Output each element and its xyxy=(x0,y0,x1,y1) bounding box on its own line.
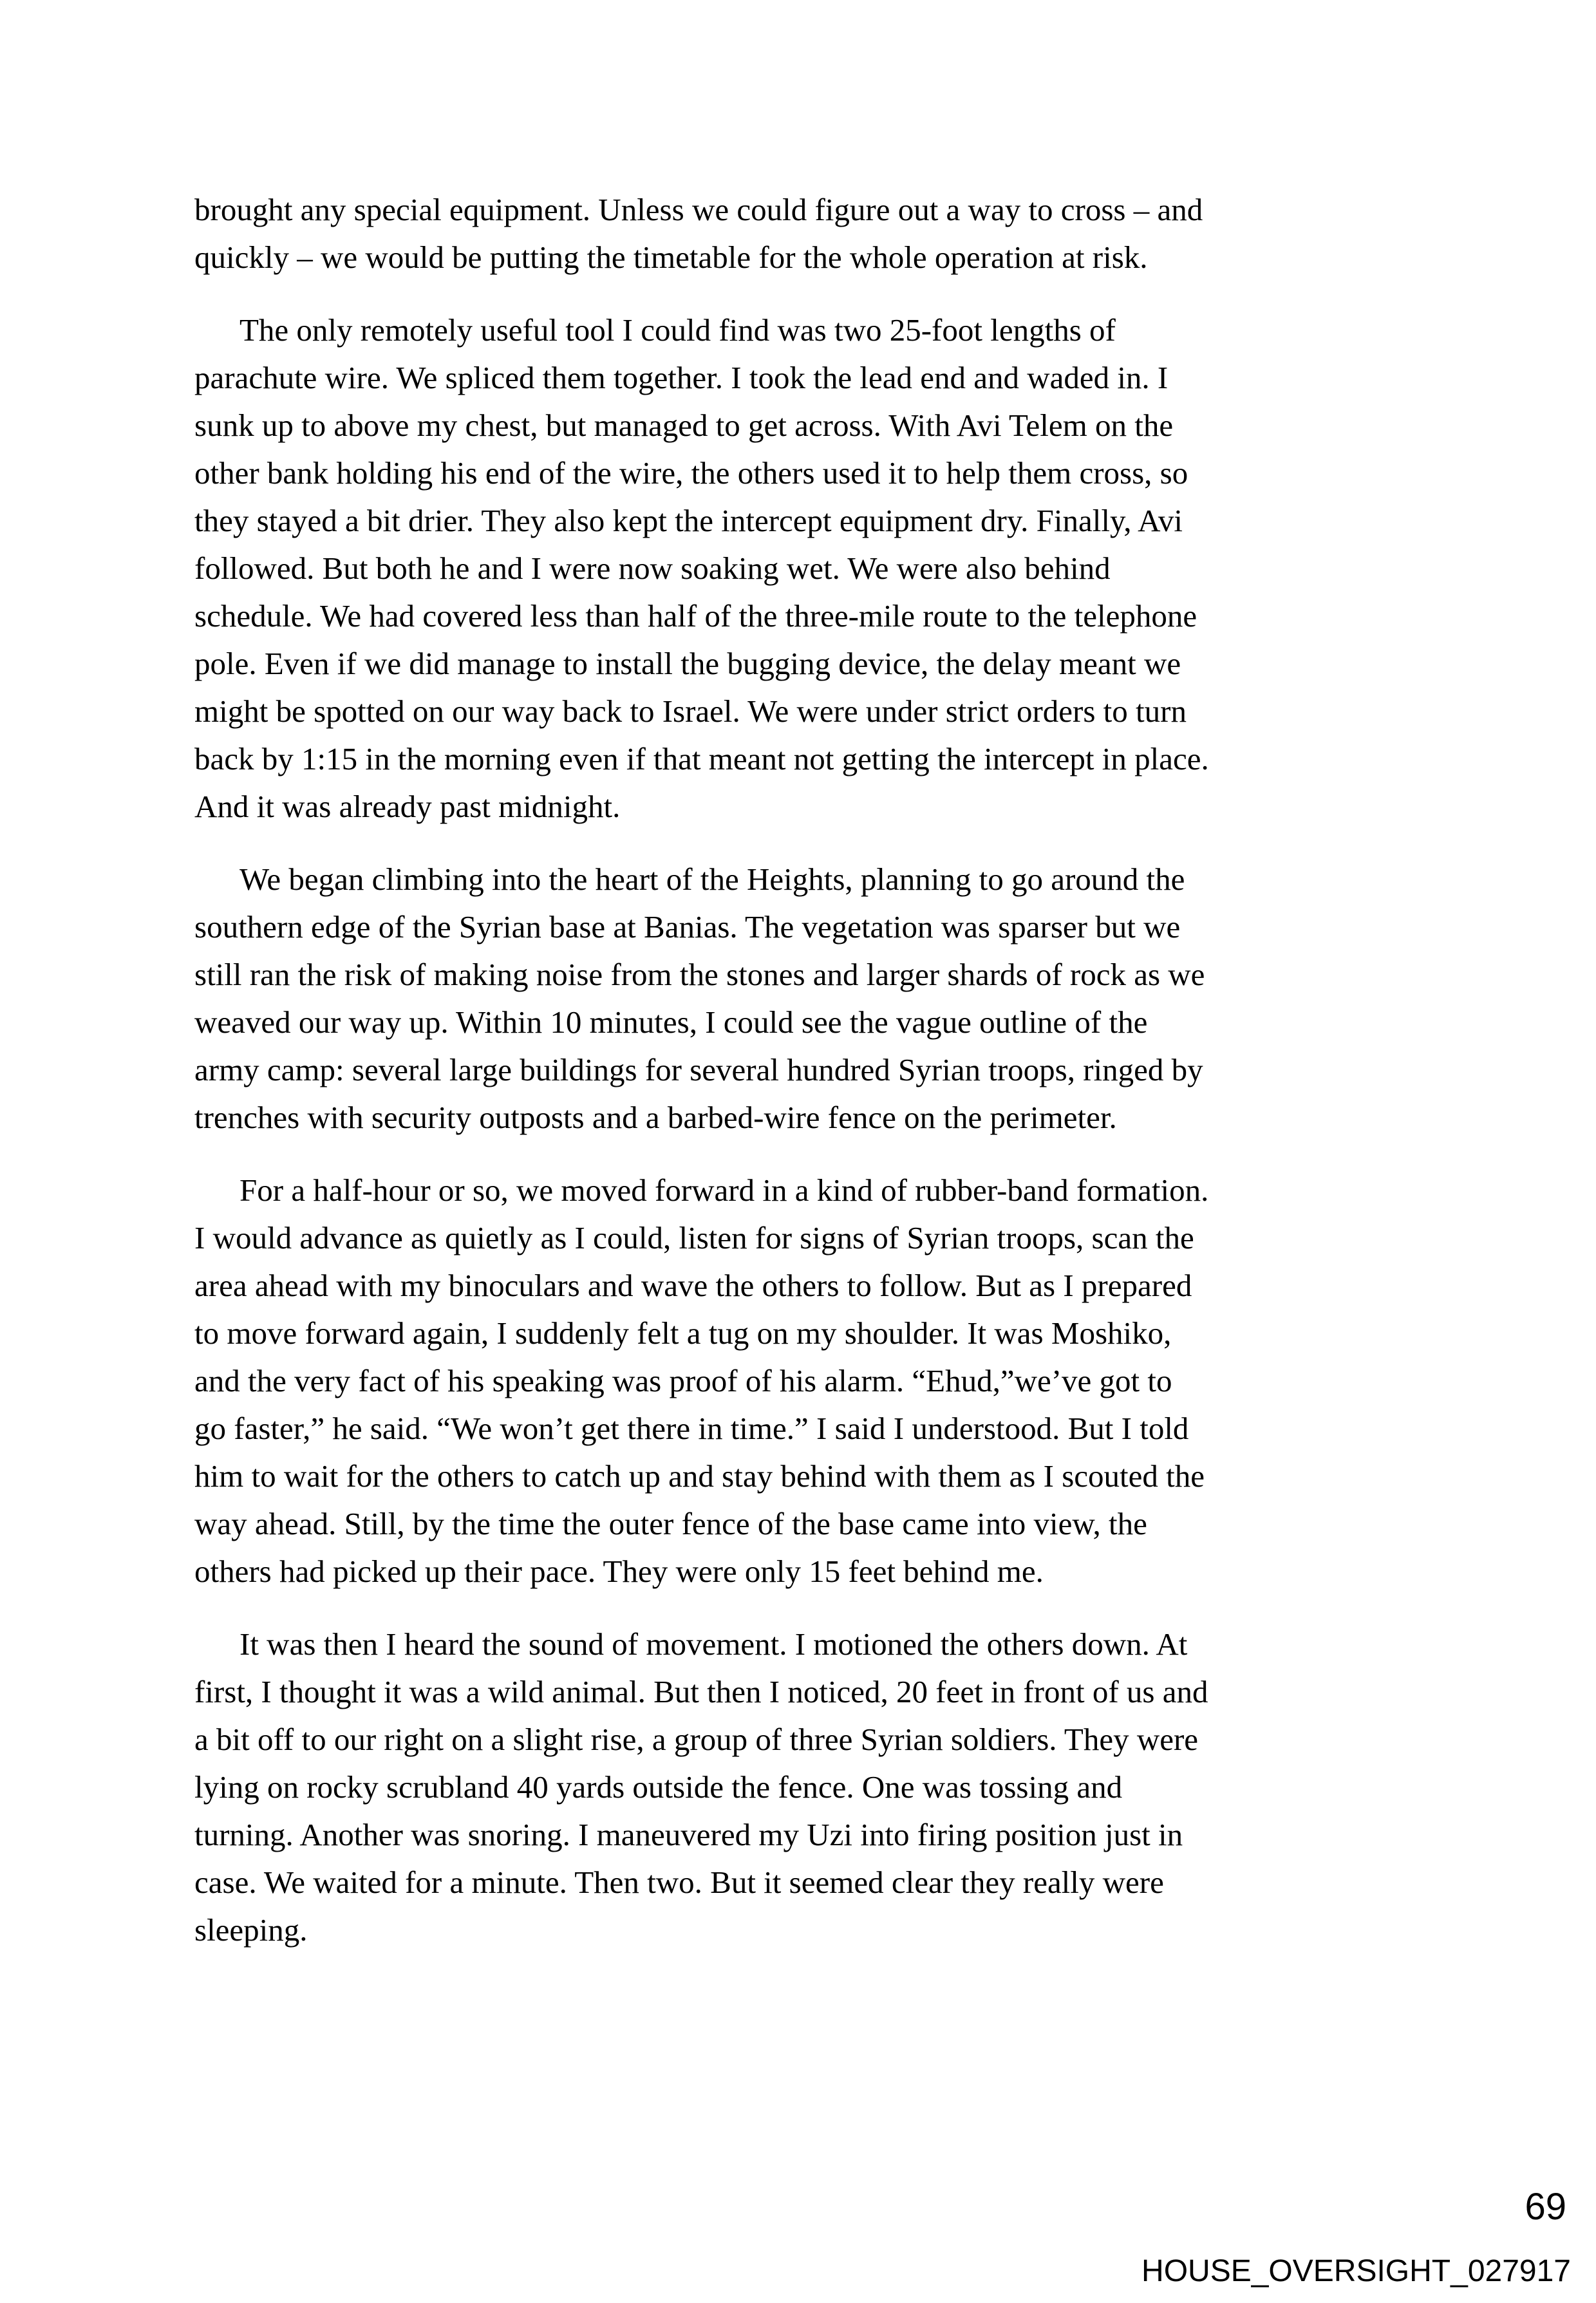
text-line: quickly – we would be putting the timetable for the whole operation at risk. xyxy=(194,240,1148,275)
bates-number: HOUSE_OVERSIGHT_027917 xyxy=(1141,2254,1571,2288)
text-line: It was then I heard the sound of movement. I motioned the others down. At xyxy=(239,1626,1188,1662)
text-line: lying on rocky scrubland 40 yards outside the fence. One was tossing and xyxy=(194,1769,1123,1805)
text-line: area ahead with my binoculars and wave the others to follow. But as I prepared xyxy=(194,1268,1192,1303)
paragraph xyxy=(194,1621,1408,1954)
text-line: schedule. We had covered less than half of the three-mile route to the telephone xyxy=(194,598,1197,634)
text-line: others had picked up their pace. They were only 15 feet behind me. xyxy=(194,1554,1044,1589)
text-line: other bank holding his end of the wire, the others used it to help them cross, so xyxy=(194,455,1188,491)
text-line: parachute wire. We spliced them together. I took the lead end and waded in. I xyxy=(194,360,1169,395)
text-line: a bit off to our right on a slight rise, a group of three Syrian soldiers. They were xyxy=(194,1722,1199,1757)
text-line: army camp: several large buildings for several hundred Syrian troops, ringed by xyxy=(194,1052,1203,1087)
text-line: case. We waited for a minute. Then two. But it seemed clear they really were xyxy=(194,1865,1164,1900)
body-text xyxy=(194,186,1408,1954)
text-line: For a half-hour or so, we moved forward in a kind of rubber-band formation. xyxy=(239,1172,1209,1208)
paragraph xyxy=(194,186,1408,281)
text-line: go faster,” he said. “We won’t get there in time.” I said I understood. But I told xyxy=(194,1411,1189,1446)
text-line: they stayed a bit drier. They also kept the intercept equipment dry. Finally, Avi xyxy=(194,503,1183,538)
text-line: back by 1:15 in the morning even if that meant not getting the intercept in place. xyxy=(194,741,1209,776)
text-line: pole. Even if we did manage to install the bugging device, the delay meant we xyxy=(194,646,1181,681)
text-line: might be spotted on our way back to Israel. We were under strict orders to turn xyxy=(194,693,1187,729)
text-line: And it was already past midnight. xyxy=(194,789,621,824)
text-line: sleeping. xyxy=(194,1912,308,1948)
text-line: The only remotely useful tool I could find was two 25-foot lengths of xyxy=(239,312,1116,348)
text-line: sunk up to above my chest, but managed to get across. With Avi Telem on the xyxy=(194,408,1174,443)
text-line: to move forward again, I suddenly felt a tug on my shoulder. It was Moshiko, xyxy=(194,1315,1172,1351)
page-number: 69 xyxy=(1525,2186,1566,2228)
text-line: turning. Another was snoring. I maneuvered my Uzi into firing position just in xyxy=(194,1817,1183,1852)
paragraph xyxy=(194,856,1408,1142)
text-line: first, I thought it was a wild animal. But then I noticed, 20 feet in front of us and xyxy=(194,1674,1208,1709)
text-line: weaved our way up. Within 10 minutes, I could see the vague outline of the xyxy=(194,1004,1148,1040)
paragraph xyxy=(194,306,1408,831)
text-line: way ahead. Still, by the time the outer fence of the base came into view, the xyxy=(194,1506,1147,1541)
text-line: still ran the risk of making noise from the stones and larger shards of rock as we xyxy=(194,957,1205,992)
paragraph xyxy=(194,1167,1408,1595)
text-line: trenches with security outposts and a barbed-wire fence on the perimeter. xyxy=(194,1100,1117,1135)
text-line: We began climbing into the heart of the Heights, planning to go around the xyxy=(239,861,1185,897)
text-line: followed. But both he and I were now soaking wet. We were also behind xyxy=(194,550,1111,586)
text-line: brought any special equipment. Unless we could figure out a way to cross – and xyxy=(194,192,1203,227)
text-line: him to wait for the others to catch up and stay behind with them as I scouted the xyxy=(194,1458,1205,1494)
text-line: I would advance as quietly as I could, listen for signs of Syrian troops, scan the xyxy=(194,1220,1194,1255)
text-line: southern edge of the Syrian base at Banias. The vegetation was sparser but we xyxy=(194,909,1181,945)
text-line: and the very fact of his speaking was proof of his alarm. “Ehud,”we’ve got to xyxy=(194,1363,1172,1398)
